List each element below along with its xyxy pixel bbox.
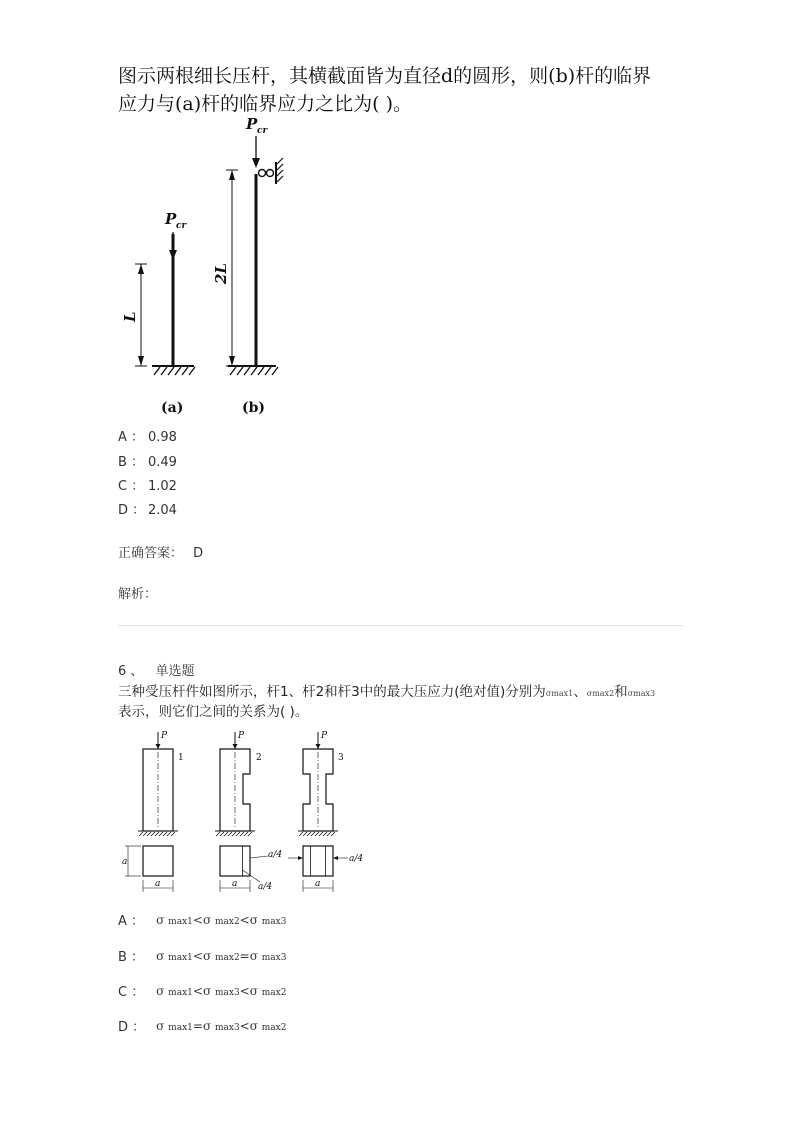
- load-b-symbol: P: [246, 115, 258, 133]
- compression-members-figure: [118, 730, 398, 900]
- q6-option-a[interactable]: [118, 910, 286, 929]
- question-6-header: [118, 660, 195, 679]
- sigma-max1-inline: σmax1: [545, 689, 574, 698]
- section-3-notch: a/4: [349, 854, 364, 864]
- section-2-width: a: [232, 879, 238, 889]
- q6-c-sigma-2: σ: [202, 983, 212, 998]
- column-buckling-figure: [118, 112, 308, 417]
- length-b-label: 2L: [212, 263, 230, 284]
- member-3: [288, 731, 363, 892]
- question-6-line-1: [118, 683, 708, 703]
- column-a: [121, 210, 195, 416]
- correct-answer-label: 正确答案：: [118, 546, 184, 561]
- q6-option-a-formula: [156, 913, 286, 927]
- q6-d-sub-3: max2: [261, 1022, 287, 1033]
- q6-b-op-2: =: [239, 948, 250, 963]
- option-b-label: B ：: [118, 455, 145, 470]
- separator-2: 和: [614, 684, 628, 700]
- question-6-line-2: 表示，则它们之间的关系为( )。: [118, 704, 309, 720]
- q6-option-c[interactable]: [118, 981, 286, 1000]
- column-b: [212, 115, 283, 416]
- load-a-symbol: P: [165, 210, 177, 228]
- member-1-number: 1: [178, 753, 184, 763]
- q6-a-sub-2: max2: [214, 916, 240, 927]
- q6-c-op-1: <: [192, 983, 203, 998]
- q6-option-d-formula: [156, 1019, 286, 1033]
- question-5-text: [118, 62, 698, 118]
- q6-option-d-label: D ：: [118, 1020, 146, 1035]
- q6-d-op-1: =: [192, 1018, 203, 1033]
- section-3-width: a: [315, 879, 321, 889]
- q6-a-op-1: <: [192, 912, 203, 927]
- q6-b-sub-3: max3: [261, 952, 287, 963]
- q6-d-sub-2: max3: [214, 1022, 240, 1033]
- q6-a-sigma-2: σ: [202, 912, 212, 927]
- question-6-text: [118, 683, 708, 722]
- load-2-symbol: P: [238, 731, 245, 741]
- option-a-value: 0.98: [148, 430, 177, 445]
- q6-d-sub-1: max1: [168, 1022, 193, 1033]
- q6-c-sigma-1: σ: [156, 983, 165, 998]
- option-c-value: 1.02: [148, 479, 177, 494]
- q6-b-sigma-2: σ: [202, 948, 212, 963]
- q6-a-op-2: <: [239, 912, 250, 927]
- question-6-type: 单选题: [155, 664, 195, 679]
- correct-answer-value: D: [193, 546, 204, 561]
- q6-c-sigma-3: σ: [249, 983, 258, 998]
- q6-option-d[interactable]: [118, 1016, 286, 1035]
- q6-a-sub-3: max3: [261, 916, 287, 927]
- member-2-number: 2: [256, 753, 262, 763]
- q6-d-op-2: <: [239, 1018, 250, 1033]
- option-a[interactable]: [118, 426, 177, 445]
- q6-c-op-2: <: [239, 983, 250, 998]
- q6-option-b-formula: [156, 949, 286, 963]
- question-5-line-1: 图示两根细长压杆，其横截面皆为直径d的圆形，则(b)杆的临界: [118, 65, 652, 87]
- member-3-number: 3: [338, 753, 344, 763]
- member-2: [215, 731, 282, 892]
- separator-1: 、: [573, 684, 587, 700]
- section-2-notch-bottom: a/4: [258, 882, 273, 892]
- q6-option-b[interactable]: [118, 946, 286, 965]
- q6-b-sigma-3: σ: [249, 948, 258, 963]
- q6-option-c-formula: [156, 984, 286, 998]
- question-6-line-1-main: 三种受压杆件如图所示，杆1、杆2和杆3中的最大压应力(绝对值)分别为: [118, 684, 546, 700]
- option-d-label: D ：: [118, 503, 146, 518]
- q6-a-sigma-3: σ: [249, 912, 258, 927]
- q6-c-sub-3: max2: [261, 987, 287, 998]
- option-b[interactable]: [118, 451, 177, 470]
- q6-option-c-label: C ：: [118, 985, 145, 1000]
- q6-a-sigma-1: σ: [156, 912, 165, 927]
- sigma-max2-inline: σmax2: [586, 689, 615, 698]
- section-1-height: a: [122, 857, 128, 867]
- q6-option-b-label: B ：: [118, 950, 145, 965]
- sigma-max3-inline: σmax3: [627, 689, 656, 698]
- label-a: (a): [161, 400, 184, 416]
- q6-b-op-1: <: [192, 948, 203, 963]
- load-1-symbol: P: [161, 731, 168, 741]
- q6-d-sigma-2: σ: [202, 1018, 212, 1033]
- load-3-symbol: P: [321, 731, 328, 741]
- load-a-subscript: cr: [176, 221, 187, 231]
- q6-c-sub-2: max3: [214, 987, 240, 998]
- q6-c-sub-1: max1: [168, 987, 193, 998]
- option-d-value: 2.04: [148, 503, 177, 518]
- member-1: [122, 731, 184, 892]
- q6-option-a-label: A ：: [118, 914, 145, 929]
- q6-a-sub-1: max1: [168, 916, 193, 927]
- analysis-label: 解析：: [118, 587, 158, 602]
- question-5-line-2: 应力与(a)杆的临界应力之比为( )。: [118, 93, 413, 115]
- q6-b-sub-1: max1: [168, 952, 193, 963]
- option-a-label: A ：: [118, 430, 145, 445]
- section-divider: [118, 625, 684, 626]
- q6-b-sigma-1: σ: [156, 948, 165, 963]
- length-a-label: L: [121, 311, 139, 322]
- section-2-notch-top: a/4: [268, 850, 283, 860]
- load-b-subscript: cr: [257, 126, 268, 136]
- option-c[interactable]: [118, 475, 177, 494]
- q6-b-sub-2: max2: [214, 952, 240, 963]
- q6-d-sigma-1: σ: [156, 1018, 165, 1033]
- section-1-width: a: [155, 879, 161, 889]
- correct-answer: [118, 542, 203, 561]
- option-c-label: C ：: [118, 479, 145, 494]
- option-b-value: 0.49: [148, 455, 177, 470]
- label-b: (b): [242, 400, 266, 416]
- question-6-number: 6 、: [118, 664, 144, 679]
- q6-d-sigma-3: σ: [249, 1018, 258, 1033]
- option-d[interactable]: [118, 499, 177, 518]
